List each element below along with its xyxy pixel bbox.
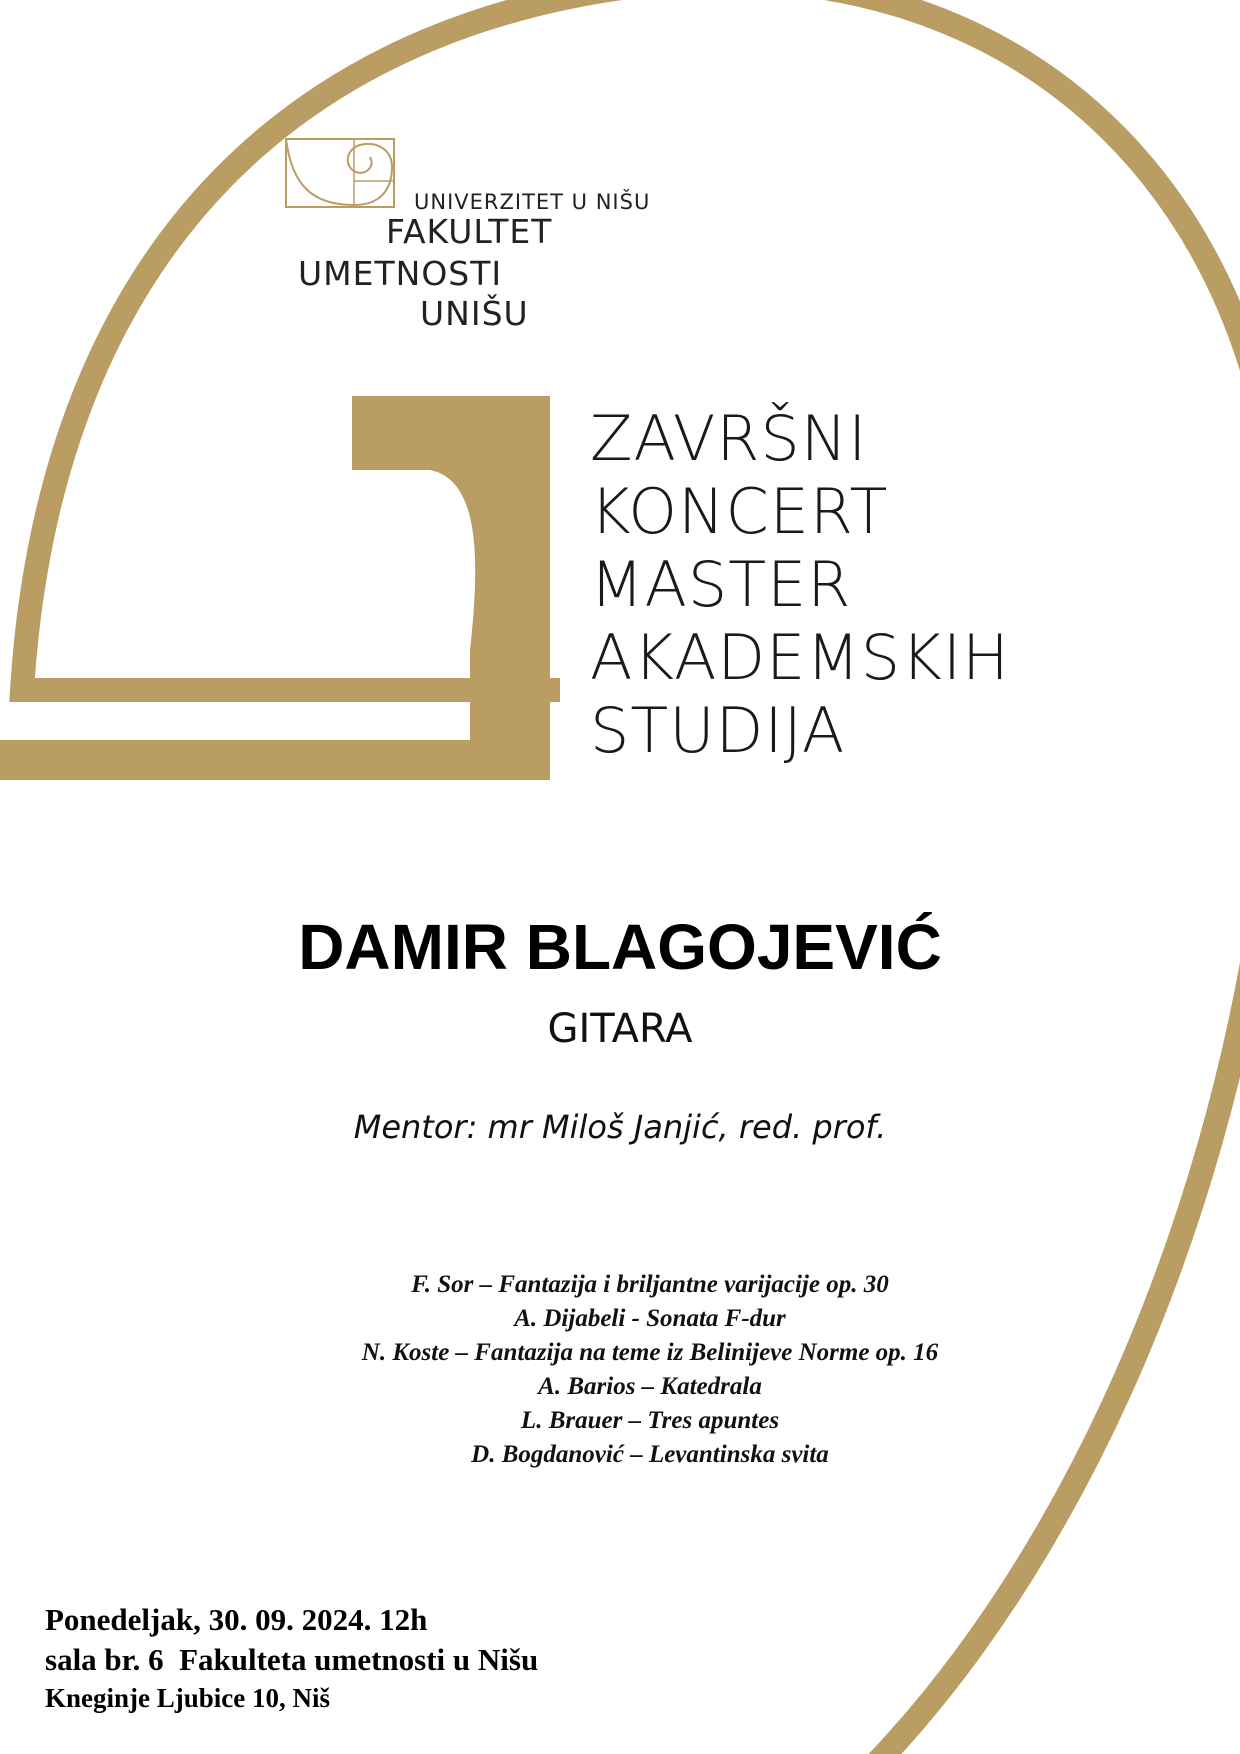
program-item: D. Bogdanović – Levantinska svita	[471, 1441, 829, 1468]
event-date-time: Ponedeljak, 30. 09. 2024. 12h	[45, 1602, 428, 1637]
university-name: UNIVERZITET U NIŠU	[414, 190, 651, 214]
event-info	[45, 1600, 538, 1716]
title-line: MASTER	[590, 548, 852, 621]
golden-spiral-logo-icon	[284, 137, 396, 209]
title-line: ZAVRŠNI	[590, 402, 868, 475]
mentor-line: Mentor: mr Miloš Janjić, red. prof.	[353, 1108, 887, 1146]
program-item: L. Brauer – Tres apuntes	[520, 1407, 780, 1434]
program-item: A. Barios – Katedrala	[538, 1373, 762, 1400]
program-item: A. Dijabeli - Sonata F-dur	[514, 1305, 786, 1332]
title-line: KONCERT	[590, 475, 889, 548]
program-list	[0, 1268, 1240, 1472]
event-address: Kneginje Ljubice 10, Niš	[45, 1683, 331, 1713]
faculty-name-line1: FAKULTET	[386, 212, 553, 251]
concert-title	[590, 402, 1010, 767]
faculty-name-line3: UNIŠU	[420, 294, 529, 333]
title-line: AKADEMSKIH	[590, 621, 1010, 694]
event-venue: sala br. 6 Fakulteta umetnosti u Nišu	[45, 1642, 539, 1677]
program-item: N. Koste – Fantazija na teme iz Belinijeve Norme op. 16	[361, 1339, 939, 1366]
spiral-outer-arc	[22, 0, 1240, 1754]
title-line: STUDIJA	[590, 694, 846, 767]
spiral-inner-frame	[0, 396, 550, 780]
program-item: F. Sor – Fantazija i briljantne varijacije op. 30	[411, 1271, 889, 1298]
performer-name: DAMIR BLAGOJEVIĆ	[298, 911, 942, 983]
instrument: GITARA	[547, 1006, 693, 1052]
faculty-name-line2: UMETNOSTI	[298, 254, 503, 293]
